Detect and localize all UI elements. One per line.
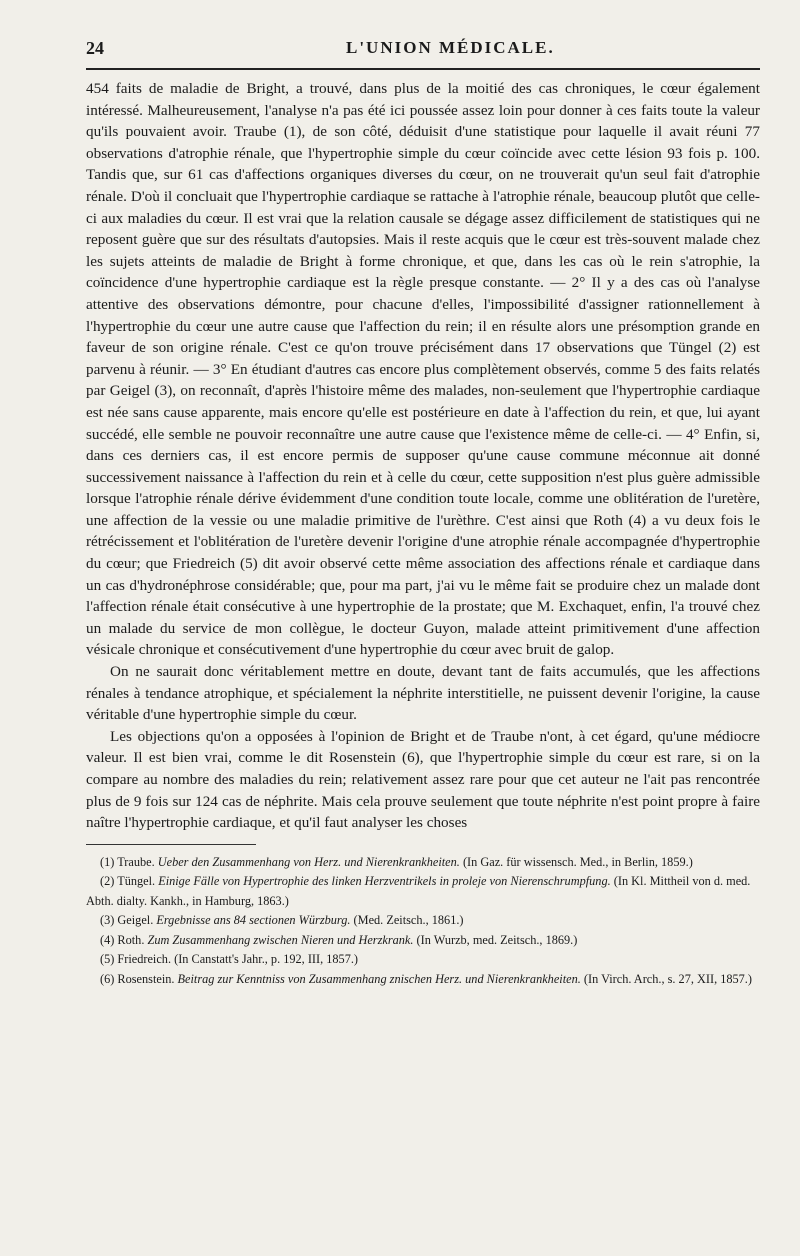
- header-rule: [86, 68, 760, 70]
- footnote-2-title: Einige Fälle von Hypertrophie des linken Herzventrikels in proleje von Nierenschrumpfung.: [158, 874, 611, 889]
- running-head: L'UNION MÉDICALE.: [346, 38, 555, 57]
- footnote-3-tail: (Med. Zeitsch., 1861.): [353, 913, 464, 928]
- footnote-2-tail: (In Kl. Mittheil von d. med. Abth. dialty. Kankh., in Hamburg, 1863.): [86, 874, 751, 908]
- footnote-2: [86, 872, 760, 911]
- page-number: 24: [86, 38, 104, 58]
- footnote-rule: [86, 844, 256, 845]
- footnote-5-lead: (5) Friedreich.: [100, 952, 172, 967]
- footnote-6-tail: (In Virch. Arch., s. 27, XII, 1857.): [583, 971, 752, 986]
- footnote-6: [86, 970, 760, 990]
- footnote-5: [86, 950, 760, 970]
- footnote-4: [86, 931, 760, 951]
- footnote-1: [86, 853, 760, 873]
- footnote-6-lead: (6) Rosenstein.: [100, 971, 175, 986]
- footnote-2-lead: (2) Tüngel.: [100, 874, 156, 889]
- page-header: [86, 34, 760, 62]
- footnote-4-title: Zum Zusammenhang zwischen Nieren und Herzkrank.: [147, 932, 414, 947]
- footnote-1-title: Ueber den Zusammenhang von Herz. und Nierenkrankheiten.: [157, 854, 460, 869]
- footnote-6-title: Beitrag zur Kenntniss von Zusammenhang znischen Herz. und Nierenkrankheiten.: [177, 971, 581, 986]
- footnotes: [86, 853, 760, 990]
- paragraph-1: 454 faits de maladie de Bright, a trouvé, dans plus de la moitié des cas chroniques, le cœur également intéressé. Malheureusement, l'analyse n'a pas été ici poussée assez loin pour donner à ces faits toute la valeur qu'ils pouvaient avoir. Traube (1), de son côté, déduisit d'une statistique pour laquelle il avait réuni 77 observations d'atrophie rénale, que l'hypertrophie simple du cœur coïncide avec cette lésion 93 fois p. 100. Tandis que, sur 61 cas d'affections organiques diverses du cœur, on ne trouverait qu'un seul fait d'atrophie rénale. D'où il concluait que l'hypertrophie cardiaque se rattache à l'atrophie rénale, beaucoup plutôt que celle-ci aux maladies du cœur. Il est vrai que la relation causale se dégage assez difficilement de statistiques qui ne reposent guère que sur des résultats d'autopsies. Mais il reste acquis que le cœur est très-souvent malade chez les sujets atteints de maladie de Bright à forme chronique, et que, dans les cas où le rein s'atrophie, la coïncidence d'une hypertrophie cardiaque est la règle presque constante. — 2° Il y a des cas où l'analyse attentive des observations démontre, pour chacune d'elles, l'impossibilité d'assigner rationnellement à l'hypertrophie du cœur une autre cause que l'affection du rein; il en résulte alors une présomption grande en faveur de son origine rénale. C'est ce qu'on trouve précisément dans 17 observations que Tüngel (2) est parvenu à réunir. — 3° En étudiant d'autres cas encore plus complètement observés, comme 5 des faits relatés par Geigel (3), on reconnaît, d'après l'histoire même des malades, non-seulement que l'hypertrophie cardiaque est née sans cause apparente, mais encore qu'elle est postérieure en date à l'affection du rein, et que, lui ayant succédé, elle semble ne pouvoir reconnaître une autre cause que l'existence même de celle-ci. — 4° Enfin, si, dans ces derniers cas, il est encore permis de supposer qu'une cause commune méconnue ait donné successivement naissance à l'affection du rein et à celle du cœur, cette supposition n'est plus guère admissible lorsque l'atrophie rénale dérive évidemment d'une condition toute locale, comme une oblitération de l'uretère, une affection de la vessie ou une maladie primitive de l'urèthre. C'est ainsi que Roth (4) a vu deux fois le rétrécissement et l'oblitération de l'uretère devenir l'origine d'une atrophie rénale accompagnée d'hypertrophie du cœur; que Friedreich (5) dit avoir observé cette même association des affections rénale et cardiaque dans un cas d'hydronéphrose considérable; que, pour ma part, j'ai vu le même fait se produire chez un malade dont l'affection rénale était consécutive à une hypertrophie de la prostate; que M. Exchaquet, enfin, l'a trouvé chez un malade du service de mon collègue, le docteur Guyon, malade atteint primitivement d'une affection vésicale chronique et consécutivement d'une hypertrophie du cœur avec bruit de galop.: [86, 80, 760, 659]
- footnote-3-lead: (3) Geigel.: [100, 913, 154, 928]
- footnote-4-lead: (4) Roth.: [100, 932, 145, 947]
- footnote-3-title: Ergebnisse ans 84 sectionen Würzburg.: [156, 913, 351, 928]
- paragraph-3: Les objections qu'on a opposées à l'opinion de Bright et de Traube n'ont, à cet égard, qu'une médiocre valeur. Il est bien vrai, comme le dit Rosenstein (6), que l'hypertrophie simple du cœur est rare, si on la compare au nombre des maladies du rein; relativement assez rare pour que cet auteur ne l'ait pas rencontrée plus de 9 fois sur 124 cas de néphrite. Mais cela prouve seulement que toute néphrite n'est point propre à faire naître l'hypertrophie cardiaque, et qu'il faut analyser les choses: [86, 727, 760, 832]
- footnote-3: [86, 911, 760, 931]
- footnote-1-tail: (In Gaz. für wissensch. Med., in Berlin, 1859.): [462, 854, 693, 869]
- paragraph-2: On ne saurait donc véritablement mettre en doute, devant tant de faits accumulés, que les affections rénales à tendance atrophique, et spécialement la néphrite interstitielle, ne puissent devenir l'origine, la cause véritable d'une hypertrophie simple du cœur.: [86, 663, 760, 724]
- body-text: [86, 78, 760, 834]
- footnote-1-lead: (1) Traube.: [100, 854, 155, 869]
- footnote-5-tail: (In Canstatt's Jahr., p. 192, III, 1857.): [174, 952, 359, 967]
- footnote-4-tail: (In Wurzb, med. Zeitsch., 1869.): [416, 932, 578, 947]
